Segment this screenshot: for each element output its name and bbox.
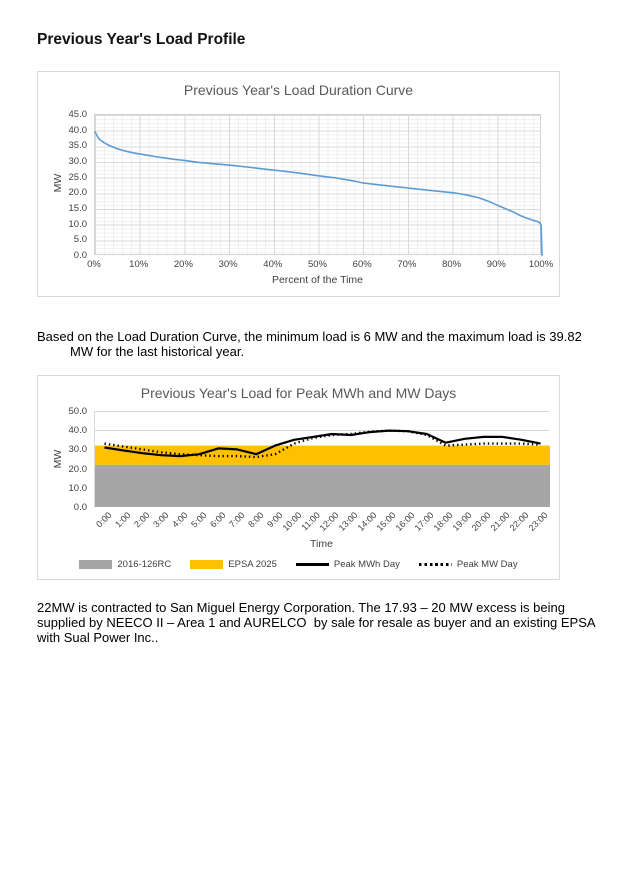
x-category-label: 14:00 [355, 510, 379, 534]
x-category-label: 4:00 [169, 510, 190, 530]
x-category-label: 0:00 [94, 510, 114, 530]
y-tick-label: 30.0 [68, 444, 87, 456]
y-tick-label: 40.0 [68, 425, 87, 437]
y-tick-label: 20.0 [68, 187, 87, 199]
chart1-plot-area [94, 114, 541, 255]
x-tick-label: 20% [173, 259, 193, 270]
x-category-label: 1:00 [113, 510, 133, 530]
load-duration-note [37, 330, 582, 360]
x-category-label: 6:00 [207, 510, 228, 530]
x-tick-label: 100% [528, 259, 554, 270]
x-tick-label: 0% [87, 259, 101, 270]
chart2-y-axis-title: MW [52, 449, 64, 469]
text-line: 22MW is contracted to San Miguel Energy Corporation. The 17.93 – 20 MW excess is being [37, 600, 565, 615]
x-category-label: 3:00 [150, 510, 171, 530]
text-line: supplied by NEECO II – Area 1 and AURELCO by sale for resale as buyer and an existing EPSA [37, 614, 596, 630]
legend-label: Peak MW Day [456, 559, 518, 570]
y-tick-label: 20.0 [68, 463, 87, 475]
chart1-title: Previous Year's Load Duration Curve [183, 82, 414, 98]
load-duration-chart [37, 71, 560, 297]
chart2-plot-area [94, 411, 549, 507]
x-category-label: 19:00 [450, 510, 474, 534]
y-tick-label: 50.0 [68, 406, 87, 417]
x-category-label: 11:00 [299, 510, 323, 533]
x-category-label: 9:00 [264, 510, 285, 530]
x-tick-label: 80% [442, 259, 462, 270]
x-category-label: 12:00 [318, 510, 342, 534]
y-tick-label: 30.0 [68, 156, 87, 167]
legend-swatch-area [190, 560, 223, 569]
y-tick-label: 5.0 [73, 234, 87, 246]
x-category-label: 22:00 [507, 510, 531, 534]
chart2-svg [95, 411, 550, 507]
x-tick-label: 30% [218, 259, 238, 270]
legend-swatch-area [79, 560, 112, 569]
text-line: MW for the last historical year. [70, 343, 245, 359]
x-tick-label: 50% [307, 259, 328, 270]
peak-days-chart [37, 375, 560, 580]
legend-item [296, 559, 400, 570]
x-category-label: 7:00 [226, 510, 247, 530]
legend-swatch-solid [296, 563, 329, 566]
x-category-label: 10:00 [280, 510, 304, 534]
chart1-y-axis-title: MW [52, 173, 64, 193]
load-duration-line [95, 131, 542, 256]
legend-item [419, 559, 518, 570]
y-tick-label: 0.0 [73, 502, 87, 513]
legend-item [190, 559, 277, 570]
x-category-label: 16:00 [393, 510, 417, 534]
chart1-x-axis-title: Percent of the Time [271, 274, 364, 286]
y-tick-label: 40.0 [68, 124, 87, 136]
y-tick-label: 10.0 [68, 482, 87, 494]
y-tick-label: 0.0 [73, 250, 87, 261]
legend-item [79, 559, 171, 570]
chart2-x-axis-title: Time [310, 538, 333, 550]
chart1-x-axis-labels [87, 259, 554, 271]
x-category-label: 23:00 [526, 510, 550, 534]
text-line: with Sual Power Inc.. [37, 629, 159, 645]
chart2-title: Previous Year's Load for Peak MWh and MW Days [140, 385, 457, 401]
x-category-label: 18:00 [431, 510, 455, 534]
chart2-legend [38, 559, 559, 570]
y-tick-label: 25.0 [68, 171, 87, 183]
x-category-label: 15:00 [374, 510, 398, 534]
x-tick-label: 70% [397, 259, 417, 270]
x-category-label: 17:00 [412, 510, 436, 534]
legend-label: Peak MWh Day [333, 559, 400, 570]
x-category-label: 20:00 [469, 510, 493, 534]
x-tick-label: 40% [263, 259, 283, 270]
y-tick-label: 10.0 [68, 218, 87, 230]
y-tick-label: 35.0 [68, 140, 87, 152]
x-category-label: 2:00 [132, 510, 152, 530]
page-title: Previous Year's Load Profile [37, 31, 246, 48]
x-tick-label: 90% [486, 259, 506, 270]
x-category-label: 21:00 [488, 510, 512, 534]
area-series-2016-126rc [95, 465, 550, 507]
legend-label: EPSA 2025 [228, 559, 277, 570]
x-tick-label: 10% [129, 259, 149, 270]
contract-note [37, 601, 596, 645]
x-category-label: 13:00 [337, 510, 361, 534]
legend-swatch-dotted [419, 563, 452, 566]
legend-label: 2016-126RC [117, 559, 172, 570]
chart1-svg [95, 115, 542, 256]
x-category-label: 8:00 [245, 510, 266, 530]
x-tick-label: 60% [352, 259, 372, 270]
x-category-label: 5:00 [188, 510, 209, 530]
y-tick-label: 15.0 [68, 203, 87, 214]
y-tick-label: 45.0 [68, 109, 87, 120]
text-line: Based on the Load Duration Curve, the minimum load is 6 MW and the maximum load is 39.82 [37, 329, 582, 344]
